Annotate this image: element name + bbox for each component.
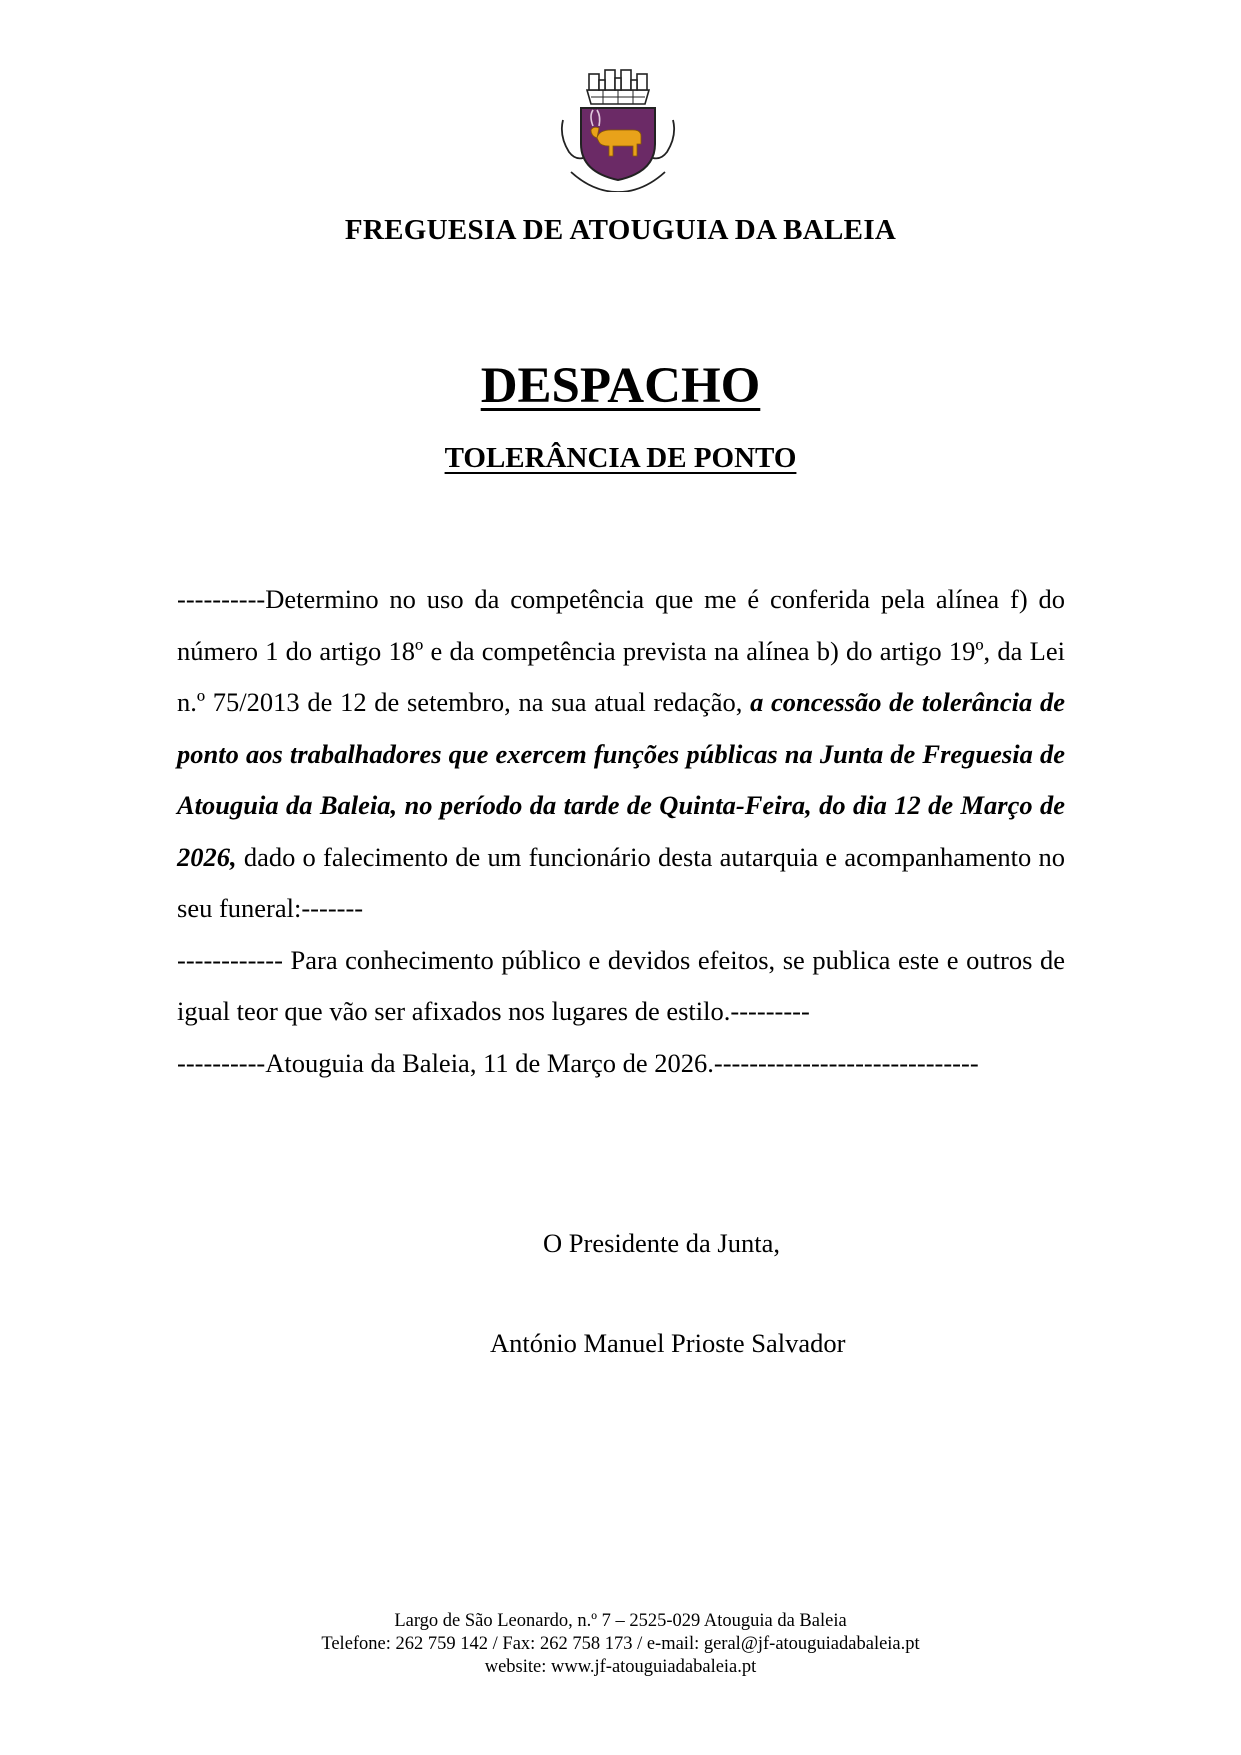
paragraph-emphasis: a concessão de tolerância de ponto aos trabalhadores que exercem funções públicas na Junta de Freguesia de Atouguia da Baleia, no período da tarde de Quinta-Feira, do dia 12 de Março de 2026, — [177, 687, 1065, 872]
paragraph-intro: ----------Determino no uso da competência que me é conferida pela alínea f) do número 1 do artigo 18º e da competência prevista na alínea b) do artigo 19º, da Lei n.º 75/2013 de 12 de setembro, na sua atual redação, — [177, 584, 1065, 717]
organization-title: FREGUESIA DE ATOUGUIA DA BALEIA — [344, 214, 897, 246]
despacho-body — [177, 574, 1065, 1089]
coat-of-arms-logo — [553, 60, 683, 192]
footer-contacts: Telefone: 262 759 142 / Fax: 262 758 173 / e-mail: geral@jf-atouguiadabaleia.pt — [321, 1634, 920, 1654]
signatory-role: O Presidente da Junta, — [543, 1228, 780, 1258]
footer — [0, 1610, 1241, 1679]
document-title: DESPACHO — [480, 358, 761, 414]
paragraph-continuation: dado o falecimento de um funcionário desta autarquia e acompanhamento no seu funeral:------- — [177, 841, 1065, 923]
footer-website: website: www.jf-atouguiadabaleia.pt — [484, 1657, 757, 1677]
publication-paragraph: ------------ Para conhecimento público e devidos efeitos, se publica este e outros de igual teor que vão ser afixados nos lugares de estilo.--------- — [177, 944, 1065, 1026]
footer-address: Largo de São Leonardo, n.º 7 – 2525-029 Atouguia da Baleia — [394, 1611, 847, 1631]
document-subtitle: TOLERÂNCIA DE PONTO — [444, 442, 797, 474]
date-line: ----------Atouguia da Baleia, 11 de Março de 2026.------------------------------ — [177, 1047, 979, 1078]
signatory-name: António Manuel Prioste Salvador — [490, 1328, 846, 1358]
main-paragraph — [177, 574, 1065, 935]
